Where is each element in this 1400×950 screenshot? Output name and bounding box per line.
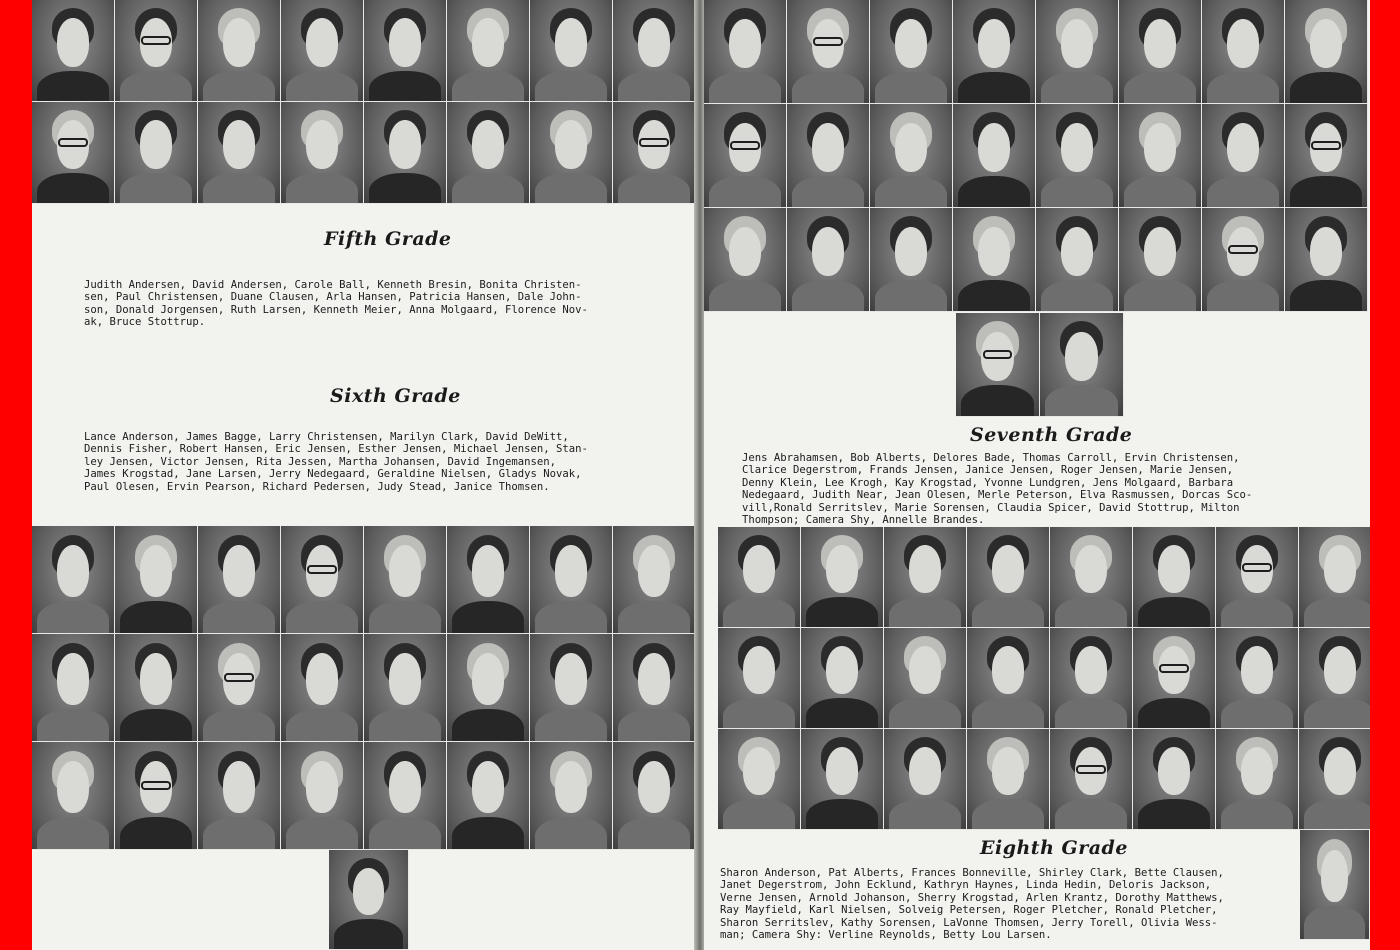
student-portrait	[884, 527, 967, 628]
student-portrait	[198, 526, 281, 634]
names-line: vill,Ronald Serritslev, Marie Sorensen, Claudia Spicer, David Stottrup, Milton	[742, 501, 1240, 514]
names-line: ley Jensen, Victor Jensen, Rita Jessen, Martha Johansen, David Ingemansen,	[84, 455, 556, 468]
student-portrait	[530, 0, 613, 102]
student-portrait	[447, 742, 530, 850]
student-portrait	[884, 628, 967, 729]
student-portrait	[1285, 104, 1368, 208]
student-portrait	[1216, 527, 1299, 628]
student-portrait	[1202, 208, 1285, 312]
seventh-grade-title: Seventh Grade	[970, 424, 1133, 446]
student-portrait	[953, 208, 1036, 312]
names-line: sen, Paul Christensen, Duane Clausen, Arla Hansen, Patricia Hansen, Dale John-	[84, 291, 582, 304]
student-portrait	[281, 526, 364, 634]
student-portrait	[1216, 729, 1299, 830]
student-portrait	[364, 0, 447, 102]
student-portrait	[870, 0, 953, 104]
student-portrait	[115, 0, 198, 102]
student-portrait	[704, 104, 787, 208]
student-portrait	[884, 729, 967, 830]
student-portrait	[447, 0, 530, 102]
student-portrait	[115, 742, 198, 850]
student-portrait	[32, 0, 115, 102]
student-portrait	[787, 208, 870, 312]
student-portrait	[1036, 0, 1119, 104]
eighth-grade-title: Eighth Grade	[980, 837, 1128, 859]
student-portrait	[364, 526, 447, 634]
student-portrait	[329, 850, 409, 950]
names-line: man; Camera Shy: Verline Reynolds, Betty Lou Larsen.	[720, 929, 1052, 942]
sixth-grade-names	[84, 431, 588, 493]
student-portrait	[1050, 527, 1133, 628]
student-portrait	[1133, 527, 1216, 628]
student-portrait	[281, 102, 364, 204]
student-portrait	[530, 526, 613, 634]
student-portrait	[115, 102, 198, 204]
student-portrait	[198, 634, 281, 742]
student-portrait	[787, 104, 870, 208]
student-portrait	[32, 102, 115, 204]
student-portrait	[1285, 208, 1368, 312]
student-portrait	[281, 742, 364, 850]
student-portrait	[953, 104, 1036, 208]
student-portrait	[718, 527, 801, 628]
student-portrait	[32, 742, 115, 850]
names-line: Janet Degerstrom, John Ecklund, Kathryn Haynes, Linda Hedin, Deloris Jackson,	[720, 879, 1212, 892]
student-portrait	[32, 526, 115, 634]
student-portrait	[1119, 208, 1202, 312]
student-portrait	[1040, 313, 1124, 417]
student-portrait	[530, 634, 613, 742]
names-line: James Krogstad, Jane Larsen, Jerry Nedegaard, Geraldine Nielsen, Gladys Novak,	[84, 468, 582, 481]
student-portrait	[613, 0, 696, 102]
names-line: Sharon Anderson, Pat Alberts, Frances Bonneville, Shirley Clark, Bette Clausen,	[720, 867, 1224, 879]
student-portrait	[787, 0, 870, 104]
seventh-grade-names	[742, 452, 1252, 526]
names-line: Ray Mayfield, Karl Nielsen, Solveig Petersen, Roger Pletcher, Ronald Pletcher,	[720, 904, 1218, 917]
student-portrait	[1216, 628, 1299, 729]
student-portrait	[115, 634, 198, 742]
student-portrait	[1299, 628, 1370, 729]
student-portrait	[364, 634, 447, 742]
student-portrait	[801, 729, 884, 830]
student-portrait	[281, 0, 364, 102]
names-line: Verne Jensen, Arnold Johanson, Sherry Krogstad, Arlen Krantz, Dorothy Matthews,	[720, 891, 1224, 904]
sixth-grade-title: Sixth Grade	[330, 385, 461, 407]
student-portrait	[967, 628, 1050, 729]
student-portrait	[364, 742, 447, 850]
student-portrait	[198, 742, 281, 850]
student-portrait	[1036, 208, 1119, 312]
student-portrait	[530, 102, 613, 204]
fifth-grade-title: Fifth Grade	[324, 228, 452, 250]
student-portrait	[801, 628, 884, 729]
student-portrait	[281, 634, 364, 742]
names-line: Sharon Serritslev, Kathy Sorensen, LaVonne Thomsen, Jerry Torell, Olivia Wess-	[720, 916, 1218, 929]
eighth-grade-names	[720, 867, 1224, 941]
names-line: Denny Klein, Lee Krogh, Kay Krogstad, Yvonne Lundgren, Jens Molgaard, Barbara	[742, 476, 1234, 489]
names-line: Nedegaard, Judith Near, Jean Olesen, Merle Peterson, Elva Rasmussen, Dorcas Sco-	[742, 489, 1253, 502]
student-portrait	[1299, 729, 1370, 830]
left-yearbook-page	[32, 0, 696, 950]
student-portrait	[530, 742, 613, 850]
student-portrait	[967, 527, 1050, 628]
student-portrait	[956, 313, 1040, 417]
right-yearbook-page	[704, 0, 1370, 950]
student-portrait	[198, 0, 281, 102]
student-portrait	[718, 729, 801, 830]
student-portrait	[613, 634, 696, 742]
student-portrait	[1133, 628, 1216, 729]
names-line: Paul Olesen, Ervin Pearson, Richard Pedersen, Judy Stead, Janice Thomsen.	[84, 480, 550, 493]
student-portrait	[801, 527, 884, 628]
student-portrait	[1300, 830, 1370, 940]
student-portrait	[1299, 527, 1370, 628]
student-portrait	[953, 0, 1036, 104]
student-portrait	[870, 208, 953, 312]
student-portrait	[364, 102, 447, 204]
student-portrait	[447, 102, 530, 204]
student-portrait	[1202, 0, 1285, 104]
student-portrait	[1285, 0, 1368, 104]
student-portrait	[1119, 0, 1202, 104]
student-portrait	[704, 0, 787, 104]
student-portrait	[704, 208, 787, 312]
student-portrait	[447, 634, 530, 742]
student-portrait	[32, 634, 115, 742]
student-portrait	[1050, 628, 1133, 729]
student-portrait	[115, 526, 198, 634]
student-portrait	[613, 526, 696, 634]
names-line: Jens Abrahamsen, Bob Alberts, Delores Bade, Thomas Carroll, Ervin Christensen,	[742, 452, 1240, 464]
student-portrait	[1119, 104, 1202, 208]
names-line: Clarice Degerstrom, Frands Jensen, Janice Jensen, Roger Jensen, Marie Jensen,	[742, 464, 1234, 477]
names-line: ak, Bruce Stottrup.	[84, 316, 206, 329]
student-portrait	[198, 102, 281, 204]
student-portrait	[447, 526, 530, 634]
student-portrait	[967, 729, 1050, 830]
names-line: Dennis Fisher, Robert Hansen, Eric Jensen, Esther Jensen, Michael Jensen, Stan-	[84, 443, 588, 456]
student-portrait	[1050, 729, 1133, 830]
student-portrait	[1133, 729, 1216, 830]
student-portrait	[1202, 104, 1285, 208]
student-portrait	[870, 104, 953, 208]
student-portrait	[1036, 104, 1119, 208]
names-line: son, Donald Jorgensen, Ruth Larsen, Kenneth Meier, Anna Molgaard, Florence Nov-	[84, 303, 588, 316]
names-line: Thompson; Camera Shy, Annelle Brandes.	[742, 514, 985, 527]
student-portrait	[613, 742, 696, 850]
names-line: Judith Andersen, David Andersen, Carole Ball, Kenneth Bresin, Bonita Christen-	[84, 279, 582, 291]
names-line: Lance Anderson, James Bagge, Larry Christensen, Marilyn Clark, David DeWitt,	[84, 431, 569, 443]
fifth-grade-names	[84, 279, 588, 329]
student-portrait	[718, 628, 801, 729]
student-portrait	[613, 102, 696, 204]
